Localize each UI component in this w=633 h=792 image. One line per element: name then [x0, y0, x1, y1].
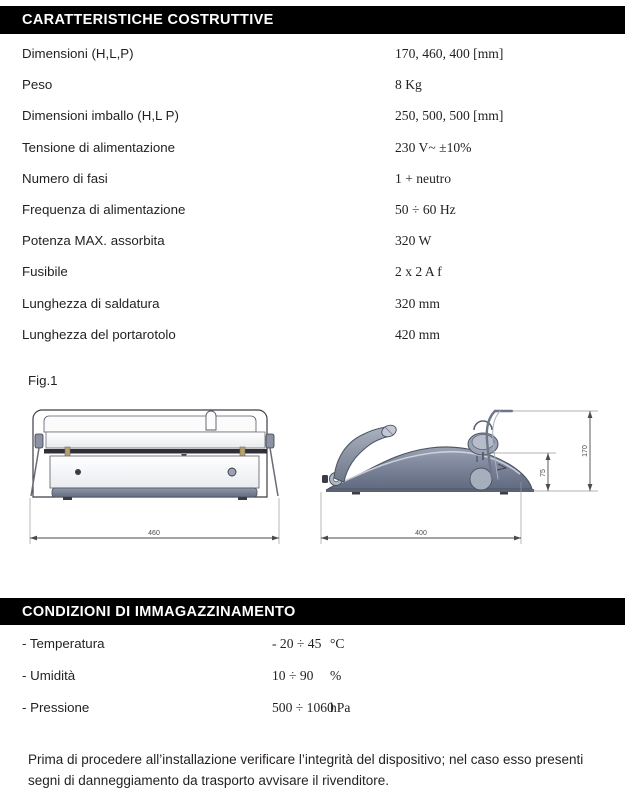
- spec-label: Numero di fasi: [0, 171, 395, 186]
- front-view: [30, 410, 279, 544]
- installation-notice: Prima di procedere all’installazione verificare l’integrità del dispositivo; nel caso esso presenti segni di danneggiamento da trasporto avvisare il rivenditore.: [28, 749, 613, 792]
- storage-conditions-table: [0, 636, 633, 732]
- table-row: [0, 108, 633, 139]
- section-header-storage-title: CONDIZIONI DI IMMAGAZZINAMENTO: [0, 604, 296, 620]
- side-view: [321, 411, 598, 544]
- section-header-construction: [0, 6, 625, 34]
- storage-label: - Umidità: [0, 668, 272, 683]
- technical-drawing: [0, 386, 633, 564]
- table-row: [0, 77, 633, 108]
- spec-value: 1 + neutro: [395, 171, 451, 187]
- spec-value: 320 mm: [395, 296, 440, 312]
- spec-label: Tensione di alimentazione: [0, 140, 395, 155]
- spec-label: Lunghezza di saldatura: [0, 296, 395, 311]
- storage-value: 10 ÷ 90: [272, 668, 330, 684]
- construction-spec-table: [0, 46, 633, 358]
- storage-unit: °C: [330, 636, 345, 652]
- table-row: [0, 140, 633, 171]
- storage-unit: hPa: [330, 700, 350, 716]
- spec-label: Fusibile: [0, 264, 395, 279]
- table-row: [0, 264, 633, 295]
- table-row: [0, 700, 633, 732]
- spec-label: Peso: [0, 77, 395, 92]
- table-row: [0, 46, 633, 77]
- spec-value: 250, 500, 500 [mm]: [395, 108, 503, 124]
- table-row: [0, 296, 633, 327]
- section-header-construction-title: CARATTERISTICHE COSTRUTTIVE: [0, 12, 274, 28]
- storage-value: 500 ÷ 1060: [272, 700, 330, 716]
- figure-caption: Fig.1: [28, 373, 58, 388]
- storage-unit: %: [330, 668, 341, 684]
- section-header-storage: [0, 598, 625, 625]
- table-row: [0, 202, 633, 233]
- front-view-width-label: 460: [148, 530, 160, 537]
- storage-label: - Temperatura: [0, 636, 272, 651]
- spec-label: Dimensioni (H,L,P): [0, 46, 395, 61]
- spec-label: Lunghezza del portarotolo: [0, 327, 395, 342]
- figure-1: [0, 368, 633, 568]
- table-row: [0, 327, 633, 358]
- spec-value: 2 x 2 A f: [395, 264, 442, 280]
- side-view-total-height-label: 170: [582, 445, 589, 457]
- storage-label: - Pressione: [0, 700, 272, 715]
- spec-label: Frequenza di alimentazione: [0, 202, 395, 217]
- spec-value: 320 W: [395, 233, 431, 249]
- side-view-body-height-label: 75: [540, 469, 547, 477]
- spec-value: 8 Kg: [395, 77, 422, 93]
- spec-value: 230 V~ ±10%: [395, 140, 472, 156]
- spec-value: 50 ÷ 60 Hz: [395, 202, 456, 218]
- table-row: [0, 668, 633, 700]
- spec-value: 170, 460, 400 [mm]: [395, 46, 503, 62]
- table-row: [0, 233, 633, 264]
- storage-value: - 20 ÷ 45: [272, 636, 330, 652]
- spec-value: 420 mm: [395, 327, 440, 343]
- spec-label: Potenza MAX. assorbita: [0, 233, 395, 248]
- spec-label: Dimensioni imballo (H,L P): [0, 108, 395, 123]
- side-view-length-label: 400: [415, 530, 427, 537]
- table-row: [0, 171, 633, 202]
- table-row: [0, 636, 633, 668]
